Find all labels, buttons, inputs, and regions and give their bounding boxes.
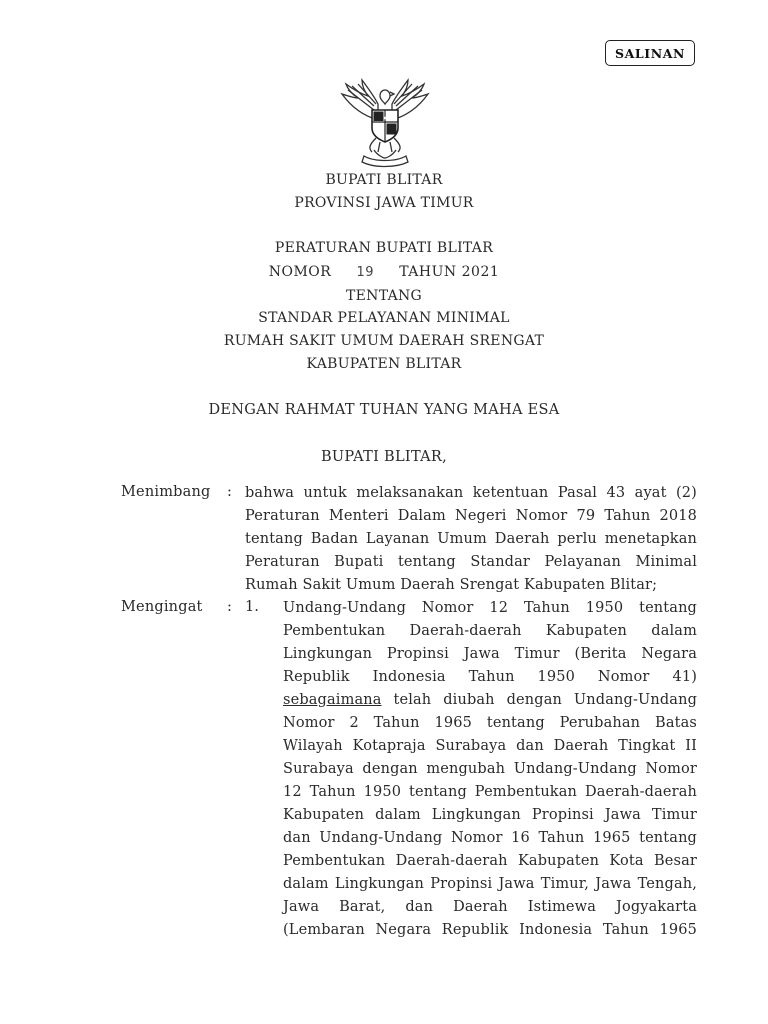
mengingat-line: dalam Lingkungan Propinsi Jawa Timur, Jawa Tengah,	[283, 876, 697, 892]
menimbang-line: Rumah Sakit Umum Daerah Srengat Kabupaten Blitar;	[245, 577, 658, 593]
underlined-word: sebagaimana	[283, 692, 382, 708]
regulation-number: 19	[356, 265, 375, 280]
province-heading: PROVINSI JAWA TIMUR	[294, 195, 474, 211]
regulation-number-line	[0, 264, 768, 280]
mengingat-line: (Lembaran Negara Republik Indonesia Tahun 1965	[283, 922, 697, 938]
about-heading: TENTANG	[345, 288, 423, 304]
mengingat-line: Surabaya dengan mengubah Undang-Undang Nomor	[283, 761, 697, 777]
mengingat-line: sebagaimana telah diubah dengan Undang-Undang	[283, 692, 697, 708]
mengingat-line: Nomor 2 Tahun 1965 tentang Perubahan Batas	[283, 715, 697, 731]
number-prefix: NOMOR	[268, 264, 332, 280]
mengingat-line: Republik Indonesia Tahun 1950 Nomor 41)	[283, 669, 697, 685]
invocation: DENGAN RAHMAT TUHAN YANG MAHA ESA	[208, 402, 560, 418]
salinan-stamp: SALINAN	[605, 40, 695, 66]
menimbang-line: Peraturan Bupati tentang Standar Pelayanan Minimal	[245, 554, 697, 570]
menimbang-label: Menimbang	[121, 484, 211, 500]
mengingat-line: Lingkungan Propinsi Jawa Timur (Berita Negara	[283, 646, 697, 662]
menimbang-line: Peraturan Menteri Dalam Negeri Nomor 79 Tahun 2018	[245, 508, 697, 524]
signatory-heading: BUPATI BLITAR,	[320, 449, 448, 465]
item-number: 1.	[245, 599, 259, 615]
menimbang-line: bahwa untuk melaksanakan ketentuan Pasal 43 ayat (2)	[245, 485, 697, 501]
mengingat-label: Mengingat	[121, 599, 203, 615]
mengingat-line: Pembentukan Daerah-daerah Kabupaten Kota Besar	[283, 853, 697, 869]
subject-line-3: KABUPATEN BLITAR	[306, 356, 462, 372]
mengingat-line: 12 Tahun 1950 tentang Pembentukan Daerah-daerah	[283, 784, 697, 800]
mengingat-colon: :	[227, 599, 232, 615]
subject-line-1: STANDAR PELAYANAN MINIMAL	[258, 310, 510, 326]
mengingat-line: Wilayah Kotapraja Surabaya dan Daerah Tingkat II	[283, 738, 697, 754]
issuer-heading: BUPATI BLITAR	[325, 172, 443, 188]
menimbang-line: tentang Badan Layanan Umum Daerah perlu menetapkan	[245, 531, 697, 547]
regulation-title: PERATURAN BUPATI BLITAR	[274, 240, 494, 256]
regulation-year: TAHUN 2021	[399, 264, 500, 280]
mengingat-line: dan Undang-Undang Nomor 16 Tahun 1965 tentang	[283, 830, 697, 846]
garuda-emblem-icon	[334, 76, 436, 168]
mengingat-line: Undang-Undang Nomor 12 Tahun 1950 tentang	[283, 600, 697, 616]
subject-line-2: RUMAH SAKIT UMUM DAERAH SRENGAT	[223, 333, 545, 349]
menimbang-colon: :	[227, 484, 232, 500]
mengingat-line: Pembentukan Daerah-daerah Kabupaten dalam	[283, 623, 697, 639]
mengingat-line: Jawa Barat, dan Daerah Istimewa Jogyakarta	[283, 899, 697, 915]
mengingat-line: Kabupaten dalam Lingkungan Propinsi Jawa Timur	[283, 807, 697, 823]
